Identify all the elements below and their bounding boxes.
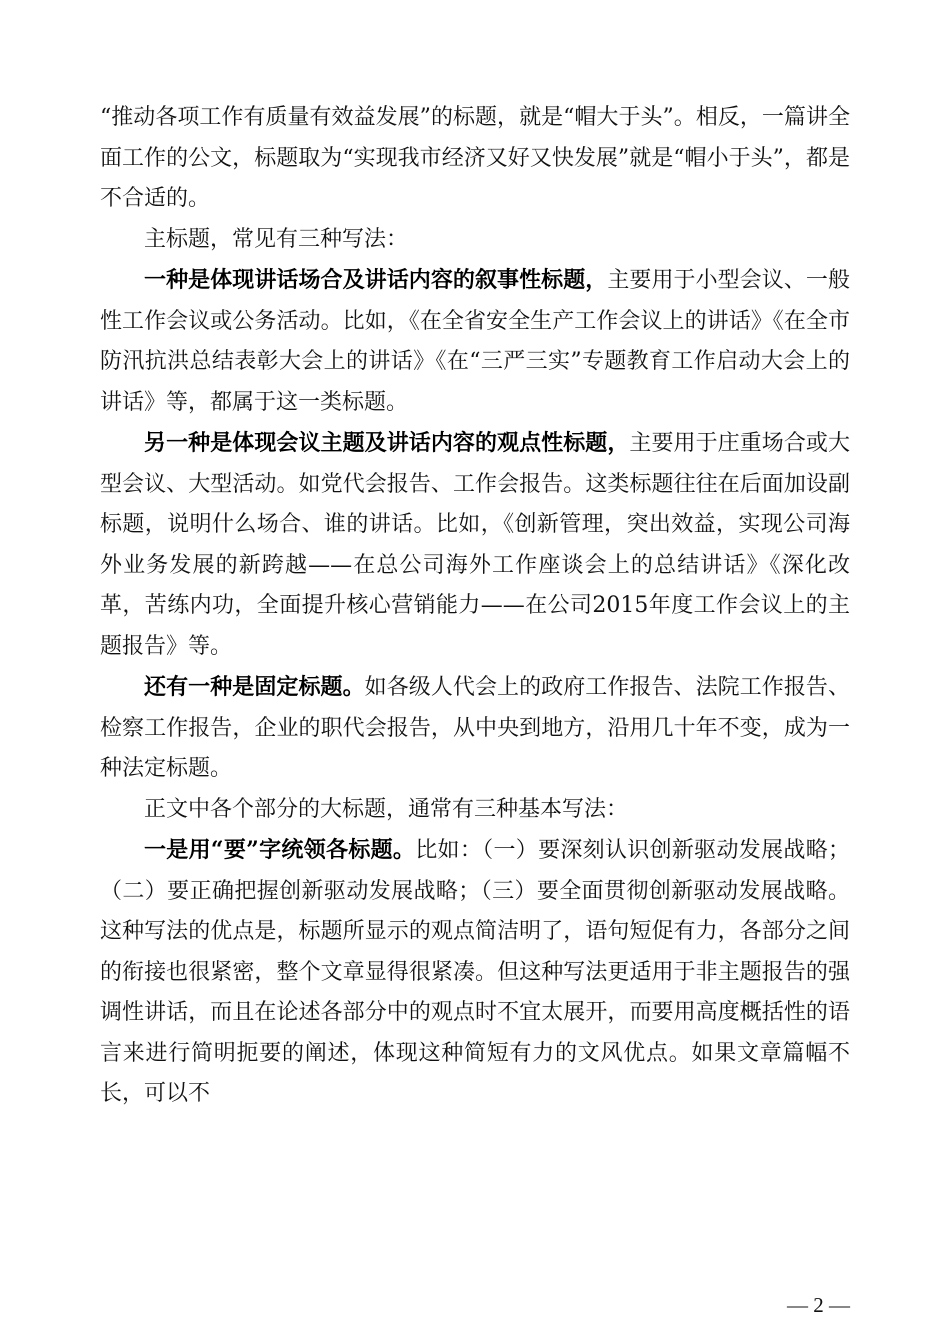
paragraph-5-lead: 还有一种是固定标题。 xyxy=(144,674,365,700)
paragraph-3-text: 主要用于小型会议、一般性工作会议或公务活动。比如，《在全省安全生产工作会议上的讲话》《在全市防汛抗洪总结表彰大会上的讲话》《在“三严三实”专题教育工作启动大会上的讲话》等，都属于这一类标题。 xyxy=(100,268,850,415)
paragraph-4 xyxy=(100,423,850,667)
paragraph-4-lead: 另一种是体现会议主题及讲话内容的观点性标题， xyxy=(144,430,630,456)
paragraph-6 xyxy=(100,790,850,831)
paragraph-7-lead: 一是用“要”字统领各标题。 xyxy=(144,837,416,863)
paragraph-2-text: 主标题，常见有三种写法： xyxy=(144,226,409,252)
paragraph-1-text: “推动各项工作有质量有效益发展”的标题，就是“帽大于头”。相反，一篇讲全面工作的公文，标题取为“实现我市经济又好又快发展”就是“帽小于头”，都是不合适的。 xyxy=(100,105,850,211)
paragraph-2 xyxy=(100,220,850,261)
paragraph-3 xyxy=(100,260,850,423)
paragraph-5-text: 如各级人代会上的政府工作报告、法院工作报告、检察工作报告，企业的职代会报告，从中央到地方，沿用几十年不变，成为一种法定标题。 xyxy=(100,675,850,781)
document-body xyxy=(100,98,850,1115)
paragraph-7 xyxy=(100,830,850,1115)
paragraph-1 xyxy=(100,98,850,220)
paragraph-7-text: 比如：（一）要深刻认识创新驱动发展战略；（二）要正确把握创新驱动发展战略；（三）要全面贯彻创新驱动发展战略。这种写法的优点是，标题所显示的观点简洁明了，语句短促有力，各部分之间的衔接也很紧密，整个文章显得很紧凑。但这种写法更适用于非主题报告的强调性讲话，而且在论述各部分中的观点时不宜太展开，而要用高度概括性的语言来进行简明扼要的阐述，体现这种简短有力的文风优点。如果文章篇幅不长，可以不 xyxy=(100,838,850,1106)
paragraph-6-text: 正文中各个部分的大标题，通常有三种基本写法： xyxy=(144,796,629,822)
paragraph-4-text: 主要用于庄重场合或大型会议、大型活动。如党代会报告、工作会报告。这类标题往往在后面加设副标题，说明什么场合、谁的讲话。比如，《创新管理，突出效益，实现公司海外业务发展的新跨越——在总公司海外工作座谈会上的总结讲话》《深化改革，苦练内功，全面提升核心营销能力——在公司2015年度工作会议上的主题报告》等。 xyxy=(100,431,850,659)
paragraph-5 xyxy=(100,667,850,790)
page-number: — 2 — xyxy=(787,1293,850,1317)
paragraph-3-lead: 一种是体现讲话场合及讲话内容的叙事性标题， xyxy=(144,267,608,293)
